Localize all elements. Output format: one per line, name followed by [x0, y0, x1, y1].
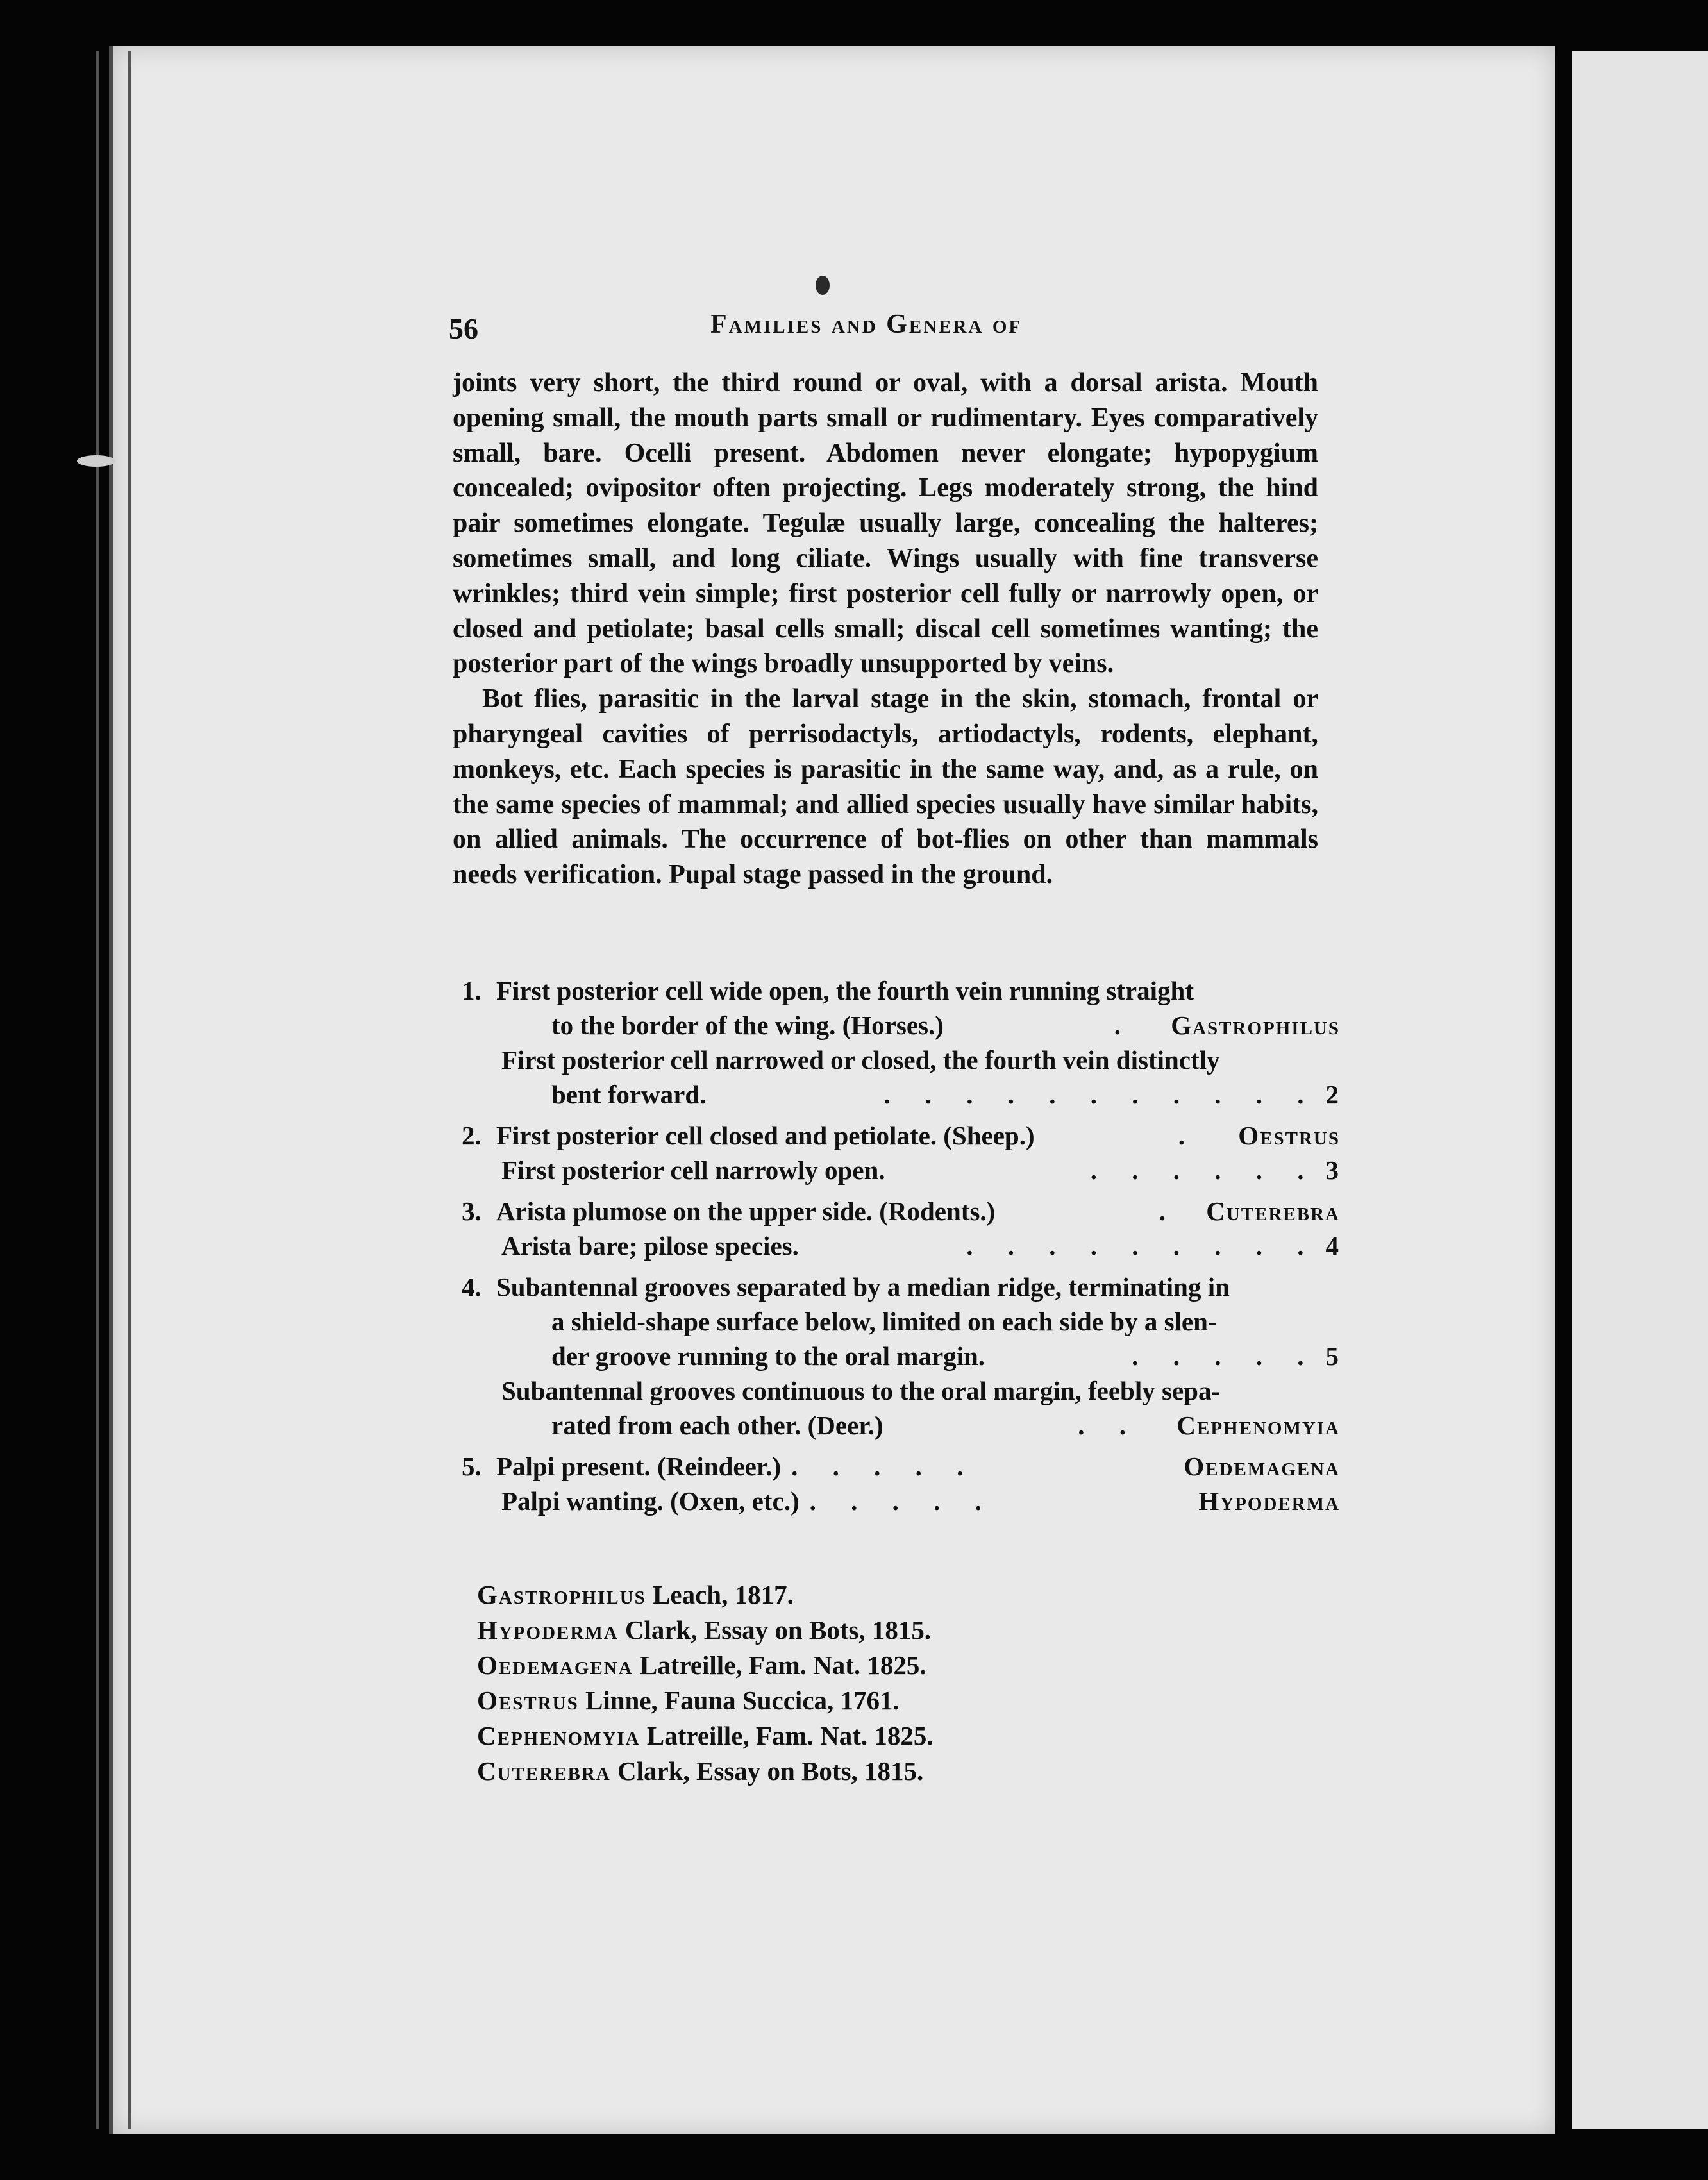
key-result: 5	[1325, 1341, 1340, 1371]
reference-line	[477, 1683, 934, 1718]
key-lead-text: Arista bare; pilose species.	[501, 1231, 799, 1261]
reference-line	[477, 1577, 934, 1613]
paragraph: joints very short, the third round or oval, with a dorsal arista. Mouth opening small, the mouth parts small or rudimentary. Eyes comparatively small, bare. Ocelli present. Abdomen never elongate; hypopygium concealed; ovipositor often projecting. Legs moderately strong, the hind pair sometimes elongate. Tegulæ usually large, concealing the halteres; sometimes small, and long ciliate. Wings usually with fine transverse wrinkles; third vein simple; first posterior cell fully or narrowly open, or closed and petiolate; basal cells small; discal cell sometimes wanting; the posterior part of the wings broadly unsupported by veins.	[453, 368, 1318, 679]
key-couplet	[462, 1118, 1340, 1187]
reference-line	[477, 1613, 934, 1648]
reference-line	[477, 1648, 934, 1683]
key-couplet	[462, 1194, 1340, 1263]
citation: Latreille, Fam. Nat. 1825.	[639, 1650, 926, 1680]
leader-dots: . .	[1078, 1411, 1140, 1440]
couplet-number: 1.	[462, 976, 481, 1005]
leader-dots: . . . . . .	[1090, 1155, 1318, 1185]
genus-name: Cephenomyia	[477, 1721, 640, 1750]
identification-key	[462, 973, 1340, 1525]
reference-line	[477, 1718, 934, 1754]
leader-dots: . . . . . . . . . . .	[883, 1080, 1318, 1109]
key-result: 3	[1325, 1155, 1340, 1185]
key-lead-text: Palpi wanting. (Oxen, etc.)	[501, 1486, 800, 1516]
key-result: 2	[1325, 1080, 1340, 1109]
key-result: Cephenomyia	[1176, 1411, 1340, 1440]
couplet-number: 4.	[462, 1272, 481, 1302]
key-lead-text: First posterior cell narrowed or closed, the fourth vein distinctly	[501, 1045, 1220, 1075]
genus-references	[477, 1577, 934, 1789]
couplet-number: 5.	[462, 1452, 481, 1481]
key-lead-text: to the border of the wing. (Horses.)	[551, 1010, 944, 1040]
key-lead-text: der groove running to the oral margin.	[551, 1341, 985, 1371]
leader-dots: . . . . .	[1132, 1341, 1318, 1371]
facing-page-strip	[1572, 51, 1708, 2129]
genus-name: Oestrus	[477, 1686, 579, 1715]
genus-name: Gastrophilus	[477, 1580, 646, 1609]
running-head: Families and Genera of	[710, 310, 1023, 339]
couplet-number: 3.	[462, 1196, 481, 1226]
ink-smudge	[816, 276, 830, 295]
key-result: Gastrophilus	[1171, 1010, 1340, 1040]
page-number: 56	[449, 312, 478, 345]
citation: Linne, Fauna Succica, 1761.	[585, 1686, 900, 1715]
key-lead-text: a shield-shape surface below, limited on each side by a slen-	[551, 1307, 1217, 1336]
reference-line	[477, 1754, 934, 1789]
key-lead-text: Arista plumose on the upper side. (Rodents.)	[496, 1196, 996, 1226]
key-result: Hypoderma	[1198, 1486, 1340, 1516]
citation: Clark, Essay on Bots, 1815.	[617, 1756, 924, 1786]
citation: Clark, Essay on Bots, 1815.	[624, 1615, 932, 1645]
key-lead-text: rated from each other. (Deer.)	[551, 1411, 883, 1440]
page-edge-line	[128, 51, 131, 2129]
key-lead-text: First posterior cell closed and petiolate. (Sheep.)	[496, 1121, 1035, 1150]
leader-dots: . . . . .	[809, 1486, 996, 1516]
paragraph: Bot flies, parasitic in the larval stage in the skin, stomach, frontal or pharyngeal cavities of perrisodactyls, artiodactyls, rodents, elephant, monkeys, etc. Each species is parasitic in the same way, and, as a rule, on the same species of mammal; and allied species usually have similar habits, on allied animals. The occurrence of bot-flies on other than mammals needs verification. Pupal stage passed in the ground.	[453, 684, 1318, 890]
key-lead-text: Palpi present. (Reindeer.)	[496, 1452, 782, 1481]
key-couplet	[462, 973, 1340, 1112]
leader-dots: .	[1178, 1121, 1185, 1150]
citation: Leach, 1817.	[653, 1580, 794, 1609]
genus-name: Oedemagena	[477, 1650, 633, 1680]
key-couplet	[462, 1270, 1340, 1443]
key-lead-text: Subantennal grooves continuous to the oral margin, feebly sepa-	[501, 1376, 1221, 1405]
body-text	[453, 365, 1318, 893]
leader-dots: .	[1114, 1010, 1121, 1040]
leader-dots: . . . . .	[791, 1452, 978, 1481]
key-lead-text: First posterior cell narrowly open.	[501, 1155, 885, 1185]
key-couplet	[462, 1449, 1340, 1518]
key-lead-text: First posterior cell wide open, the fourth vein running straight	[496, 976, 1194, 1005]
citation: Latreille, Fam. Nat. 1825.	[646, 1721, 934, 1750]
key-result: Oestrus	[1238, 1121, 1340, 1150]
genus-name: Cuterebra	[477, 1756, 611, 1786]
key-result: Cuterebra	[1206, 1196, 1340, 1226]
key-lead-text: Subantennal grooves separated by a median ridge, terminating in	[496, 1272, 1230, 1302]
ink-smudge	[77, 455, 115, 467]
page-edge-line	[96, 51, 99, 2129]
genus-name: Hypoderma	[477, 1615, 619, 1645]
leader-dots: . . . . . . . . .	[966, 1231, 1318, 1261]
leader-dots: .	[1159, 1196, 1166, 1226]
key-lead-text: bent forward.	[551, 1080, 707, 1109]
couplet-number: 2.	[462, 1121, 481, 1150]
key-result: Oedemagena	[1184, 1452, 1340, 1481]
key-result: 4	[1325, 1231, 1340, 1261]
